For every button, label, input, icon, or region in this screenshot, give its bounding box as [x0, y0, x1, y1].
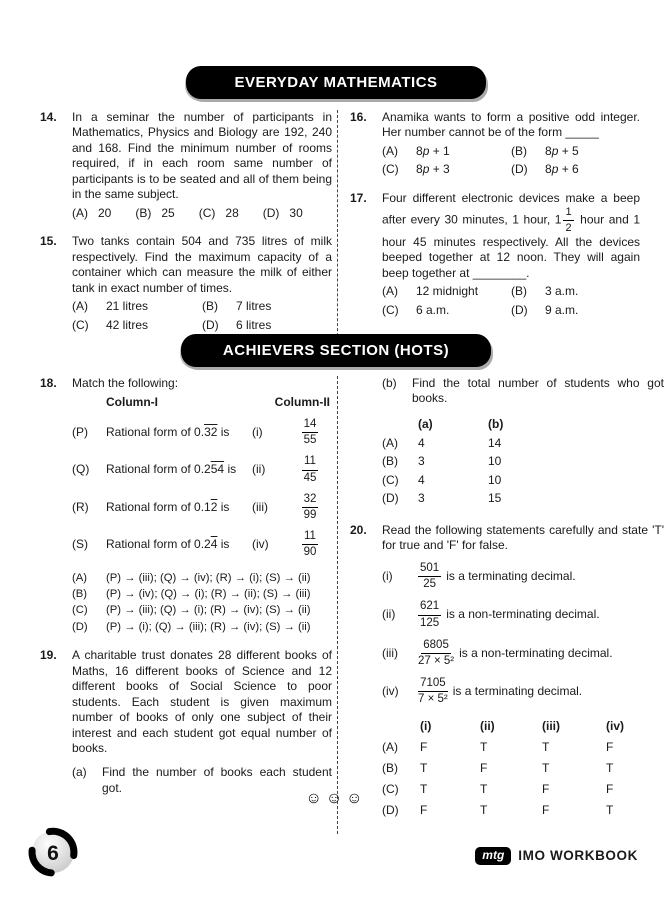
- row-text: Rational form of 0.12 is: [106, 499, 230, 514]
- smiley-divider-icons: ☺☺☺: [305, 790, 367, 807]
- statement-text: is a terminating decimal.: [452, 684, 583, 699]
- option-value: 8p + 3: [416, 162, 450, 177]
- option-value: 20: [98, 205, 112, 220]
- option-label: (D): [511, 302, 528, 317]
- question-16: [350, 110, 640, 178]
- fraction: $\frac{14}{55}$: [303, 417, 317, 447]
- recurring-digits: 54: [210, 462, 225, 477]
- row-label: (R): [72, 499, 89, 514]
- fraction-one-half: $\frac{1}{2}$: [565, 206, 572, 234]
- table-row: (D) F T F T: [382, 802, 614, 817]
- fraction: $\frac{621}{125}$: [420, 600, 440, 629]
- option-value: 3 a.m.: [545, 284, 579, 299]
- statement-text: is a terminating decimal.: [446, 568, 576, 583]
- match-row-r: [72, 493, 332, 522]
- question-15-text: Two tanks contain 504 and 735 litres of milk respectively. Find the maximum capacity of a container which can measure the milk of either tank in exact number of times.: [72, 234, 332, 295]
- option-d: [72, 619, 332, 635]
- option-b: [202, 299, 332, 314]
- option-a: [72, 206, 111, 221]
- match-row-s: [72, 530, 332, 559]
- question-15-number: 15.: [40, 234, 57, 249]
- page-number-badge: [26, 822, 82, 886]
- page-badge-graphic: [26, 822, 82, 882]
- option-b: [72, 586, 332, 602]
- fraction: $\frac{32}{99}$: [303, 492, 317, 522]
- option-c: [72, 602, 332, 618]
- question-17: [350, 191, 640, 318]
- statement-label: (iv): [382, 684, 399, 699]
- option-a: [382, 284, 511, 299]
- row-text: Rational form of 0.254 is: [106, 462, 237, 477]
- option-a: [72, 570, 332, 586]
- recurring-digits: 2: [210, 499, 218, 514]
- table-row: (D) 3 15: [382, 491, 502, 506]
- column-header: (a): [418, 416, 433, 431]
- option-d: [511, 303, 640, 318]
- option-c: [382, 303, 511, 318]
- question-19-text: A charitable trust donates 28 different books of Maths, 16 different books of Science and 12 different books of Social Science to poor students. Each student is given maximum number of books of only one subject of their interest and each student got equal number of books.: [72, 648, 332, 755]
- statement-text: is a non-terminating decimal.: [446, 607, 600, 622]
- column-header: (i): [420, 718, 432, 733]
- option-value: (P) → (i); (Q) → (iii); (R) → (iv); (S) → (ii): [106, 620, 311, 633]
- column-header: (b): [488, 416, 504, 431]
- option-d: [263, 206, 303, 221]
- column-2-header: Column-II: [274, 395, 330, 410]
- sub-label: (a): [72, 765, 87, 780]
- question-18-intro: Match the following:: [72, 376, 179, 390]
- option-value: 21 litres: [106, 299, 149, 314]
- page-number: 6: [47, 842, 59, 865]
- statement-ii: [382, 600, 664, 629]
- roman-label: (iv): [252, 537, 269, 552]
- option-c: [199, 206, 239, 221]
- statement-label: (ii): [382, 607, 396, 622]
- question-18-options: [72, 570, 332, 636]
- option-a: [382, 144, 511, 159]
- table-row: (C) T T F F: [382, 781, 614, 796]
- option-value: 8p + 1: [416, 143, 450, 158]
- option-a: [72, 299, 202, 314]
- book-title: IMO WORKBOOK: [518, 848, 638, 864]
- sub-label: (b): [382, 376, 397, 390]
- option-c: [72, 318, 202, 333]
- match-row-p: [72, 418, 332, 447]
- question-14: [40, 110, 332, 221]
- option-value: 12 midnight: [416, 284, 479, 299]
- row-label: (Q): [72, 462, 90, 477]
- option-value: (P) → (iii); (Q) → (i); (R) → (iv); (S) → (ii): [106, 604, 311, 617]
- question-17-options: [382, 284, 640, 318]
- column-header: (iii): [542, 718, 560, 733]
- option-value: (P) → (iii); (Q) → (iv); (R) → (i); (S) → (ii): [106, 571, 311, 584]
- option-value: 8p + 6: [545, 162, 579, 177]
- column-header: (iv): [606, 718, 624, 733]
- option-value: 8p + 5: [545, 143, 579, 158]
- option-label: (D): [202, 317, 219, 332]
- option-label: (A): [382, 284, 398, 299]
- option-value: (P) → (iv); (Q) → (i); (R) → (ii); (S) → (iii): [106, 588, 311, 601]
- option-label: (B): [202, 299, 218, 314]
- option-label: (B): [511, 284, 527, 299]
- question-16-options: [382, 144, 640, 178]
- option-d: [511, 162, 640, 177]
- option-value: 42 litres: [106, 317, 149, 332]
- option-label: (D): [262, 205, 280, 220]
- question-19-sub-b: [382, 376, 664, 407]
- match-row-q: [72, 455, 332, 484]
- statement-iii: [382, 639, 664, 668]
- table-row: (B) T F T T: [382, 760, 614, 775]
- question-20: [350, 523, 664, 821]
- section-everyday-mathematics: [0, 110, 672, 346]
- option-label: (A): [72, 299, 88, 314]
- statement-label: (i): [382, 568, 393, 583]
- question-14-text: In a seminar the number of participants in Mathematics, Physics and Biology are 192, 240 and 168. Find the minimum number of rooms required, if in each room same number of participants is to be seated and all of them being in the same subject.: [72, 110, 332, 202]
- question-18: [40, 376, 332, 635]
- table-row: (A) F T T F: [382, 739, 614, 754]
- question-15: [40, 234, 332, 333]
- option-value: 28: [225, 205, 239, 220]
- option-value: 30: [289, 205, 303, 220]
- option-d: [202, 318, 332, 333]
- question-18-number: 18.: [40, 376, 57, 390]
- roman-label: (i): [252, 424, 263, 439]
- question-15-options: [72, 299, 332, 333]
- option-label: (C): [72, 604, 88, 617]
- fraction: $\frac{11}{45}$: [303, 455, 317, 484]
- row-text: Rational form of 0.32 is: [106, 424, 230, 439]
- statement-text: is a non-terminating decimal.: [459, 645, 613, 660]
- fraction: $\frac{11}{90}$: [303, 530, 317, 559]
- row-label: (S): [72, 537, 88, 552]
- question-19: [40, 648, 332, 796]
- question-19-answer-table: [382, 415, 664, 508]
- left-column: [40, 110, 332, 346]
- column-1-header: Column-I: [106, 395, 158, 410]
- row-text: Rational form of 0.24 is: [106, 537, 230, 552]
- mtg-logo: mtg: [475, 847, 511, 865]
- question-14-number: 14.: [40, 110, 57, 124]
- table-row: (A) 4 14: [382, 435, 502, 450]
- fraction: $\frac{7105}{\text{7 × 5²}}$: [418, 677, 448, 706]
- footer-brand: [475, 847, 638, 865]
- recurring-digits: 4: [210, 537, 218, 552]
- row-label: (P): [72, 424, 88, 439]
- statement-iv: [382, 677, 664, 706]
- option-value: 9 a.m.: [545, 302, 579, 317]
- option-b: [135, 206, 174, 221]
- option-label: (C): [382, 302, 399, 317]
- option-b: [511, 284, 640, 299]
- question-16-number: 16.: [350, 110, 367, 124]
- statement-label: (iii): [382, 645, 398, 660]
- option-label: (C): [198, 205, 216, 220]
- statement-i: [382, 562, 664, 591]
- table-row: (C) 4 10: [382, 472, 502, 487]
- section-achievers: [0, 376, 672, 834]
- sub-text: Find the total number of students who got books.: [412, 376, 664, 406]
- question-14-options: [72, 206, 332, 221]
- option-value: 6 litres: [236, 317, 272, 332]
- option-c: [382, 162, 511, 177]
- question-20-number: 20.: [350, 522, 367, 537]
- question-19-continued: [350, 376, 664, 510]
- question-17-text: Four different electronic devices make a beep after every 30 minutes, 1 hour, 1 $\frac{1}{2}$ hour and 1 hour 45 minutes respectively. All the devices beeped together at 12 noon. They will again beep together at ________.: [382, 190, 640, 280]
- table-header-row: [382, 716, 664, 737]
- recurring-digits: 32: [204, 424, 218, 439]
- option-label: (A): [72, 205, 88, 220]
- option-value: 7 litres: [236, 299, 272, 314]
- option-label: (C): [382, 162, 399, 177]
- roman-label: (ii): [252, 462, 266, 477]
- left-column: [40, 376, 332, 834]
- sub-text: Find the number of books each student got.: [102, 765, 332, 795]
- option-label: (D): [72, 620, 88, 633]
- question-16-text: Anamika wants to form a positive odd integer. Her number cannot be of the form _____: [382, 110, 640, 140]
- option-value: 25: [161, 205, 175, 220]
- right-column: [337, 110, 640, 346]
- option-value: 6 a.m.: [416, 302, 450, 317]
- table-row: (B) 3 10: [382, 454, 502, 469]
- question-20-text: Read the following statements carefully and state 'T' for true and 'F' for false.: [382, 522, 664, 553]
- fraction: $\frac{501}{25}$: [420, 561, 440, 591]
- column-header: (ii): [480, 718, 495, 733]
- fraction: $\frac{6805}{\text{27 × 5²}}$: [418, 638, 455, 667]
- question-19-number: 19.: [40, 648, 57, 663]
- section-banner-achievers: ACHIEVERS SECTION (HOTS): [181, 334, 491, 367]
- match-column-headers: [106, 395, 332, 410]
- right-column: [337, 376, 664, 834]
- option-b: [511, 144, 640, 159]
- option-label: (B): [72, 588, 88, 601]
- roman-label: (iii): [252, 499, 268, 514]
- option-label: (A): [382, 143, 398, 158]
- question-17-number: 17.: [350, 190, 367, 205]
- option-label: (B): [135, 205, 152, 220]
- section-banner-everyday-mathematics: EVERYDAY MATHEMATICS: [186, 66, 486, 99]
- option-label: (A): [72, 571, 88, 584]
- option-label: (D): [511, 162, 528, 177]
- table-header-row: [382, 415, 664, 434]
- option-label: (B): [511, 143, 527, 158]
- option-label: (C): [72, 317, 89, 332]
